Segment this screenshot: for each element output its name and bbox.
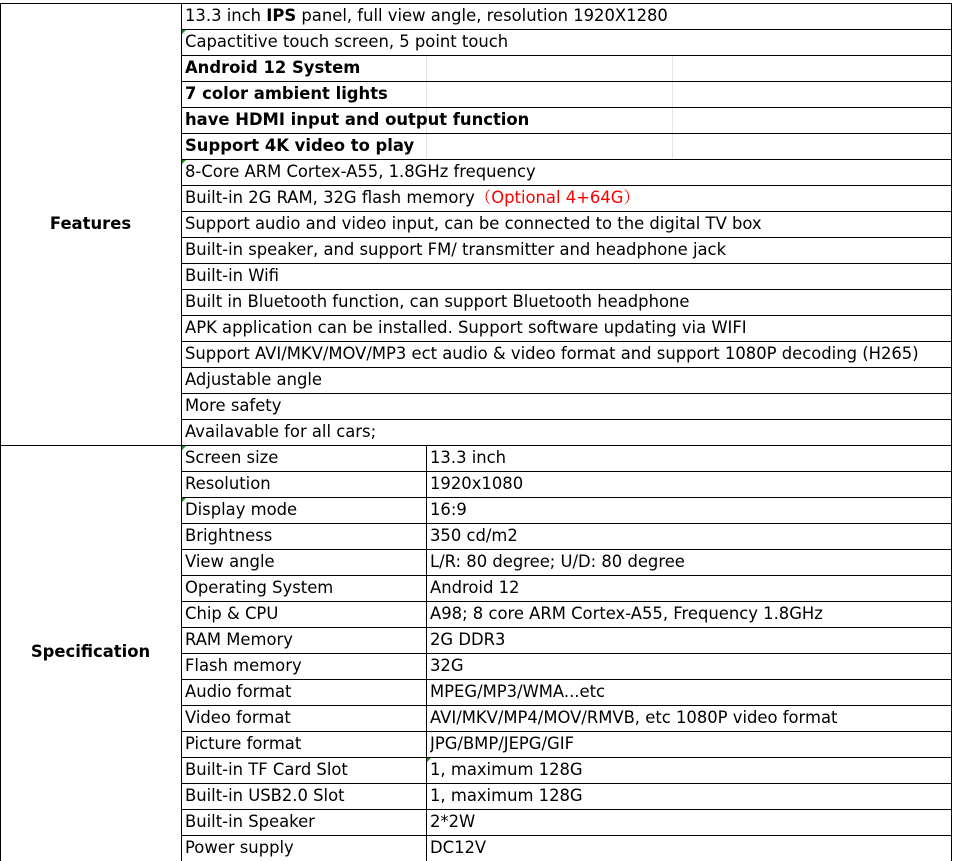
spec-name-cell (185, 601, 424, 627)
feature-row (185, 237, 949, 263)
spec-value-cell (430, 523, 949, 549)
spec-value: 2*2W (430, 812, 476, 831)
feature-row (185, 3, 949, 29)
table-right-border (951, 3, 952, 861)
feature-text: Support audio and video input, can be connected to the digital TV box (185, 214, 762, 233)
table-left-border (0, 3, 1, 861)
spec-value: A98; 8 core ARM Cortex-A55, Frequency 1.8GHz (430, 604, 823, 623)
feature-text: APK application can be installed. Support software updating via WIFI (185, 318, 747, 337)
feature-text: Android 12 System (185, 58, 361, 77)
feature-optional-note: （Optional 4+64G） (474, 188, 640, 207)
spec-name-cell (185, 783, 424, 809)
spec-name-cell (185, 653, 424, 679)
spec-value-cell (430, 731, 949, 757)
spec-name: Built-in USB2.0 Slot (185, 786, 345, 805)
spec-name: View angle (185, 552, 275, 571)
spec-value: L/R: 80 degree; U/D: 80 degree (430, 552, 685, 571)
spec-name: Built-in Speaker (185, 812, 315, 831)
spec-value: Android 12 (430, 578, 520, 597)
cell-marker-icon (182, 446, 186, 450)
spec-name: Resolution (185, 474, 271, 493)
feature-text: Built-in 2G RAM, 32G flash memory (185, 188, 475, 207)
spec-name-cell (185, 549, 424, 575)
spec-value-cell (430, 835, 949, 861)
spec-value-cell (430, 679, 949, 705)
spec-value: 1, maximum 128G (430, 786, 583, 805)
spec-value: 13.3 inch (430, 448, 507, 467)
spec-value-cell (430, 783, 949, 809)
feature-text: 8-Core ARM Cortex-A55, 1.8GHz frequency (185, 162, 536, 181)
feature-text: Built-in speaker, and support FM/ transmitter and headphone jack (185, 240, 727, 259)
spec-name: Audio format (185, 682, 292, 701)
spec-name-cell (185, 679, 424, 705)
feature-text: 7 color ambient lights (185, 84, 388, 103)
feature-row (185, 159, 949, 185)
spec-value: 32G (430, 656, 464, 675)
feature-row (185, 55, 949, 81)
spec-value-cell (430, 601, 949, 627)
spec-name-cell (185, 575, 424, 601)
spec-name: Power supply (185, 838, 294, 857)
spec-value-cell (430, 445, 949, 471)
cell-marker-icon (427, 758, 431, 762)
feature-row (185, 341, 949, 367)
spec-name: Picture format (185, 734, 302, 753)
feature-row (185, 419, 949, 445)
spec-value: 350 cd/m2 (430, 526, 518, 545)
spec-name: Brightness (185, 526, 273, 545)
feature-text: Built-in Wifi (185, 266, 279, 285)
spec-name-cell (185, 809, 424, 835)
spec-value-cell (430, 757, 949, 783)
spec-name-cell (185, 835, 424, 861)
feature-text: Built in Bluetooth function, can support Bluetooth headphone (185, 292, 690, 311)
spec-value-cell (430, 705, 949, 731)
spec-value: MPEG/MP3/WMA...etc (430, 682, 606, 701)
spec-value: DC12V (430, 838, 487, 857)
spec-name: Built-in TF Card Slot (185, 760, 348, 779)
feature-text: 13.3 inch (185, 6, 267, 25)
feature-text: Adjustable angle (185, 370, 323, 389)
cell-marker-icon (182, 160, 186, 164)
feature-text: More safety (185, 396, 282, 415)
cell-marker-icon (182, 30, 186, 34)
specification-label: Specification (30, 642, 151, 661)
feature-row (185, 81, 949, 107)
feature-text: Support 4K video to play (185, 136, 415, 155)
feature-row (185, 107, 949, 133)
spec-name-cell (185, 523, 424, 549)
spec-value-cell (430, 575, 949, 601)
feature-row (185, 185, 949, 211)
feature-text: Availavable for all cars; (185, 422, 377, 441)
spec-value-cell (430, 809, 949, 835)
spec-name-cell (185, 497, 424, 523)
feature-row (185, 211, 949, 237)
feature-text: Capactitive touch screen, 5 point touch (185, 32, 509, 51)
spec-name: Operating System (185, 578, 334, 597)
feature-text-bold: IPS (266, 6, 297, 25)
spec-name-cell (185, 705, 424, 731)
spec-name: Chip & CPU (185, 604, 279, 623)
spec-name: Video format (185, 708, 291, 727)
feature-text: Support AVI/MKV/MOV/MP3 ect audio & video format and support 1080P decoding (H265) (185, 344, 919, 363)
feature-row (185, 133, 949, 159)
spec-value-cell (430, 497, 949, 523)
feature-row (185, 289, 949, 315)
feature-row (185, 263, 949, 289)
feature-row (185, 367, 949, 393)
spec-value: 1920x1080 (430, 474, 524, 493)
spec-name-cell (185, 627, 424, 653)
feature-text: panel, full view angle, resolution 1920X1280 (296, 6, 668, 25)
spec-name-cell (185, 731, 424, 757)
spec-name-cell (185, 445, 424, 471)
spec-value: JPG/BMP/JEPG/GIF (430, 734, 574, 753)
spec-value: 1, maximum 128G (430, 760, 583, 779)
spec-value-cell (430, 627, 949, 653)
column-divider (181, 3, 182, 861)
spec-value: 16:9 (430, 500, 467, 519)
spec-name: Screen size (185, 448, 279, 467)
spec-value-cell (430, 471, 949, 497)
spec-value-cell (430, 549, 949, 575)
spec-name: RAM Memory (185, 630, 293, 649)
spec-value-cell (430, 653, 949, 679)
features-label: Features (49, 214, 132, 233)
spec-name-cell (185, 757, 424, 783)
feature-row (185, 315, 949, 341)
spec-value: 2G DDR3 (430, 630, 506, 649)
spec-value: AVI/MKV/MP4/MOV/RMVB, etc 1080P video format (430, 708, 838, 727)
spec-name: Flash memory (185, 656, 302, 675)
feature-text: have HDMI input and output function (185, 110, 530, 129)
spec-name: Display mode (185, 500, 298, 519)
spec-name-cell (185, 471, 424, 497)
feature-row (185, 393, 949, 419)
feature-row (185, 29, 949, 55)
cell-marker-icon (182, 498, 186, 502)
